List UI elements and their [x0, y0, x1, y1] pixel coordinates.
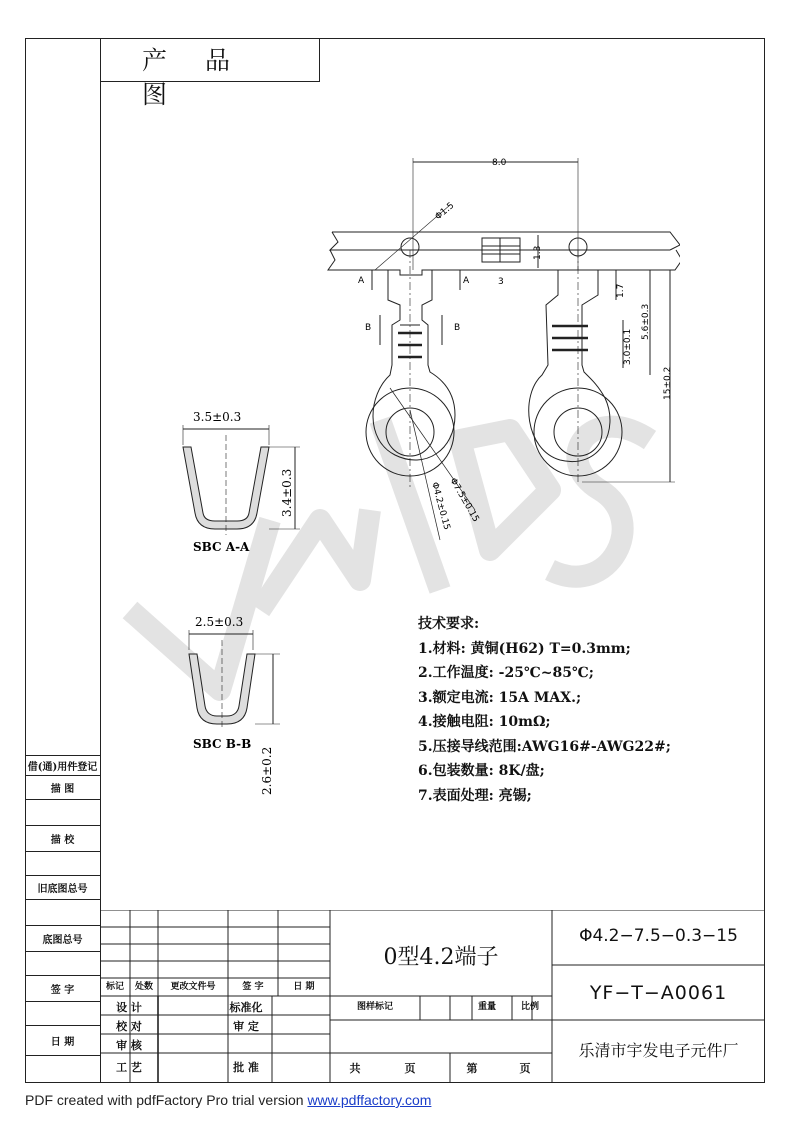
section-bb-drawing: [165, 610, 310, 800]
section-aa-drawing: [165, 405, 310, 555]
section-bb-height: 2.6±0.2: [260, 746, 274, 795]
sheet-page-label: 页: [404, 1062, 416, 1075]
sidebar-label: 借(通)用件登记: [27, 761, 98, 773]
terminal-drawing: [320, 150, 680, 550]
section-a-left: A: [358, 276, 365, 286]
footer-text: PDF created with pdfFactory Pro trial version: [25, 1092, 308, 1108]
tech-item: 3.额定电流: 15A MAX.;: [418, 689, 582, 706]
rev-header: 标记: [105, 982, 124, 992]
dim-5-6-label: 5.6±0.3: [641, 303, 651, 340]
page-title: 产品图: [142, 46, 269, 109]
sidebar-rule: [25, 851, 100, 852]
role-label: 审 核: [116, 1039, 142, 1052]
sidebar-label: 底图总号: [42, 934, 83, 946]
role-label: 标准化: [229, 1001, 263, 1014]
top-dim-label: 8.0: [492, 158, 507, 168]
dim-3-label: 3: [498, 277, 504, 287]
hole-dim-label: Φ1.5: [433, 200, 457, 223]
tech-item: 2.工作温度: -25℃~85℃;: [418, 665, 594, 681]
dim-1-3-label: 1.3: [533, 245, 543, 260]
pattern-mark-label: 图样标记: [356, 1002, 393, 1012]
sidebar-rule: [25, 1055, 100, 1056]
tech-requirements: [418, 612, 671, 808]
sidebar-label: 日 期: [50, 1036, 75, 1048]
sidebar-rule: [25, 951, 100, 952]
pdf-footer: [25, 1092, 431, 1108]
sheet-no-label: 第: [466, 1062, 478, 1075]
role-label: 审 定: [233, 1020, 259, 1033]
section-bb-label: SBC B-B: [193, 737, 252, 751]
sidebar-rule: [25, 799, 100, 800]
rev-header: 更改文件号: [170, 982, 216, 992]
role-label: 校 对: [116, 1020, 142, 1033]
role-label: 设 计: [116, 1001, 142, 1014]
footer-link[interactable]: www.pdffactory.com: [307, 1092, 432, 1108]
sidebar-label: 描 图: [50, 783, 75, 795]
dim-1-7-label: 1.7: [616, 283, 626, 298]
spec-code: Φ4.2−7.5−0.3−15: [579, 926, 738, 946]
role-label: 批 准: [233, 1061, 259, 1074]
rev-header: 签 字: [242, 982, 264, 992]
part-number: YF−T−A0061: [589, 982, 728, 1004]
dim-7-5-label: Φ7.5±0.15: [447, 476, 481, 524]
section-aa-height: 3.4±0.3: [280, 468, 294, 517]
sheet-page2-label: 页: [519, 1062, 531, 1075]
dim-15-label: 15±0.2: [663, 366, 673, 400]
tech-item: 5.压接导线范围:AWG16#-AWG22#;: [418, 738, 671, 755]
sidebar-label: 描 校: [50, 834, 75, 846]
tech-item: 6.包装数量: 8K/盘;: [418, 763, 545, 779]
dim-4-2-label: Φ4.2±0.15: [429, 481, 452, 532]
tech-item: 1.材料: 黄铜(H62) T=0.3mm;: [418, 640, 631, 657]
section-a-right: A: [463, 276, 470, 286]
tech-item: 7.表面处理: 亮锡;: [418, 787, 532, 804]
sidebar-label: 旧底图总号: [37, 883, 88, 895]
section-aa-label: SBC A-A: [193, 540, 250, 554]
sidebar-label: 签 字: [50, 984, 75, 996]
dim-3-0-label: 3.0±0.1: [623, 328, 633, 365]
section-bb-width: 2.5±0.3: [195, 615, 244, 629]
section-b-right: B: [454, 323, 461, 333]
section-b-left: B: [365, 323, 372, 333]
rev-header: 日 期: [293, 982, 315, 992]
sheet-total-label: 共: [349, 1062, 361, 1075]
tech-heading: 技术要求:: [418, 616, 480, 632]
role-label: 工 艺: [116, 1061, 142, 1074]
sidebar-rule: [25, 1001, 100, 1002]
tech-item: 4.接触电阻: 10mΩ;: [418, 714, 551, 730]
product-name: 0型4.2端子: [383, 945, 499, 970]
scale-label: 比例: [520, 1002, 539, 1012]
section-aa-width: 3.5±0.3: [193, 410, 242, 424]
rev-header: 处数: [134, 982, 153, 992]
sidebar-rule: [25, 899, 100, 900]
weight-label: 重量: [477, 1002, 496, 1012]
company-name: 乐清市宇发电子元件厂: [578, 1041, 739, 1060]
